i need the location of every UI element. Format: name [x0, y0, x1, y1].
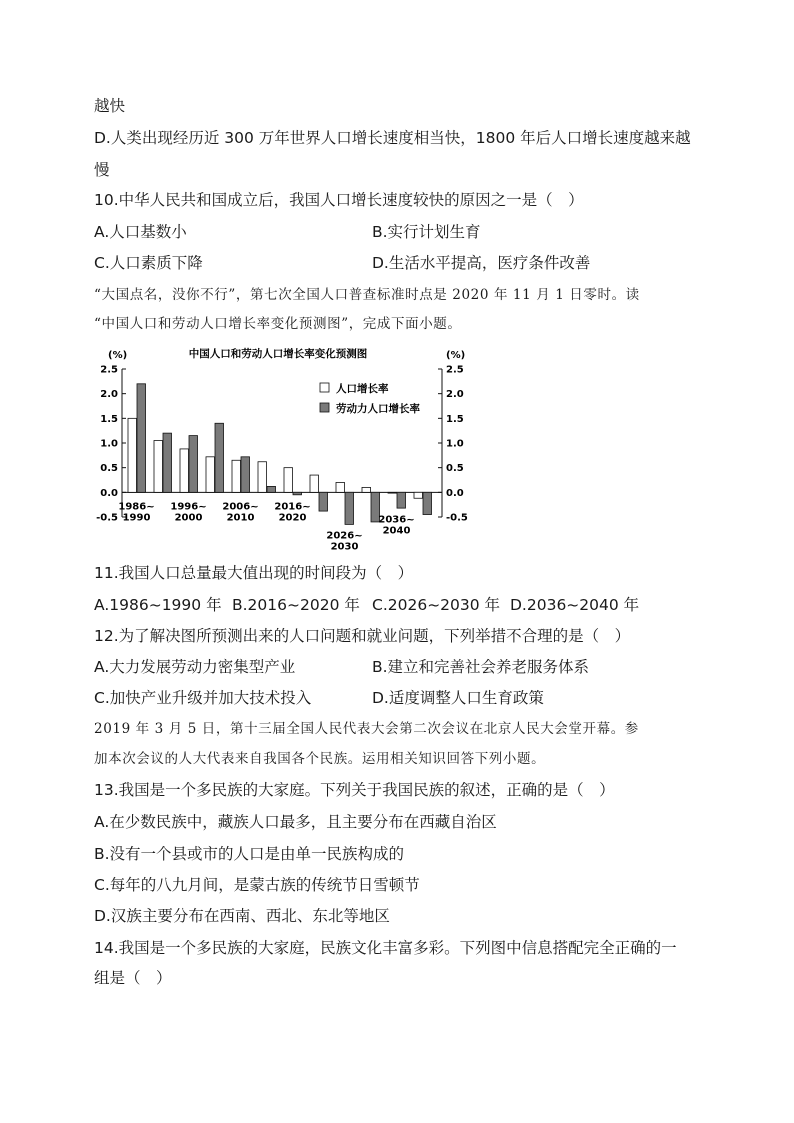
- option-b: B.建立和完善社会养老服务体系: [372, 658, 590, 676]
- legend-swatch: [320, 403, 329, 412]
- x-tick-label: 1996~: [170, 501, 207, 513]
- y-tick-label-right: 1.5: [446, 413, 464, 425]
- y-tick-label-right: -0.5: [446, 512, 468, 524]
- x-tick-label: 2040: [382, 525, 411, 537]
- y-axis-unit-right: (%): [446, 350, 466, 361]
- bar-population-growth: [336, 482, 345, 492]
- x-tick-label: 2010: [226, 512, 255, 524]
- question-13: 13.我国是一个多民族的大家庭。下列关于我国民族的叙述，正确的是（ ）: [94, 781, 615, 799]
- option-d: D.适度调整人口生育政策: [372, 689, 544, 707]
- text-line: 慢: [94, 161, 110, 179]
- passage-line: “大国点名，没你不行”，第七次全国人口普查标准时点是 2020 年 11 月 1 日零时。读: [94, 287, 640, 303]
- bar-population-growth: [388, 492, 397, 493]
- bar-population-growth: [206, 457, 215, 493]
- option-a: A.人口基数小: [94, 223, 187, 241]
- bar-population-growth: [154, 441, 163, 493]
- bar-population-growth: [310, 475, 319, 492]
- option-a: A.在少数民族中，藏族人口最多，且主要分布在西藏自治区: [94, 813, 497, 831]
- bar-labor-growth: [215, 423, 224, 492]
- question-12: 12.为了解决图所预测出来的人口问题和就业问题，下列举措不合理的是（ ）: [94, 627, 631, 645]
- x-tick-label: 2000: [174, 512, 203, 524]
- legend-swatch: [320, 383, 329, 392]
- y-tick-label-right: 2.0: [446, 389, 464, 401]
- legend-label: 人口增长率: [336, 383, 389, 395]
- y-tick-label-left: 0.5: [100, 463, 118, 475]
- y-tick-label-left: 1.5: [100, 413, 118, 425]
- bar-population-growth: [362, 487, 371, 492]
- passage-line: 加本次会议的人大代表来自我国各个民族。运用相关知识回答下列小题。: [94, 751, 546, 767]
- question-14: 14.我国是一个多民族的大家庭，民族文化丰富多彩。下列图中信息搭配完全正确的一: [94, 939, 677, 957]
- bar-population-growth: [180, 449, 189, 492]
- bar-population-growth: [232, 460, 241, 492]
- option-b: B.实行计划生育: [372, 223, 481, 241]
- text-line: 越快: [94, 97, 126, 115]
- y-tick-label-left: 0.0: [100, 487, 118, 499]
- bar-labor-growth: [137, 384, 146, 493]
- y-axis-unit-left: (%): [108, 350, 128, 361]
- question-10: 10.中华人民共和国成立后，我国人口增长速度较快的原因之一是（ ）: [94, 191, 584, 209]
- y-tick-label-right: 2.5: [446, 364, 464, 376]
- text-line: 组是（ ）: [94, 969, 172, 987]
- x-tick-label: 2030: [330, 541, 359, 553]
- y-tick-label-left: 2.5: [100, 364, 118, 376]
- passage-line: “中国人口和劳动人口增长率变化预测图”，完成下面小题。: [94, 316, 462, 332]
- bar-labor-growth: [241, 457, 250, 493]
- bar-labor-growth: [189, 436, 198, 493]
- bar-population-growth: [258, 462, 267, 493]
- bar-labor-growth: [163, 433, 172, 492]
- y-tick-label-left: 2.0: [100, 389, 118, 401]
- y-tick-label-right: 1.0: [446, 438, 464, 450]
- option-c: C.人口素质下降: [94, 254, 203, 272]
- text-line: D.人类出现经历近 300 万年世界人口增长速度相当快，1800 年后人口增长速度越来越: [94, 129, 691, 147]
- bar-labor-growth: [423, 492, 432, 514]
- x-tick-label: 2016~: [274, 501, 311, 513]
- legend-label: 劳动力人口增长率: [336, 403, 420, 415]
- x-tick-label: 2036~: [378, 514, 415, 526]
- x-tick-label: 1986~: [118, 501, 155, 513]
- x-tick-label: 2020: [278, 512, 307, 524]
- option-d: D.生活水平提高，医疗条件改善: [372, 254, 591, 272]
- option-c: C.2026~2030 年: [372, 596, 501, 614]
- bar-labor-growth: [267, 486, 276, 492]
- y-tick-label-left: -0.5: [96, 512, 118, 524]
- option-b: B.2016~2020 年: [232, 596, 360, 614]
- x-tick-label: 2006~: [222, 501, 259, 513]
- chart-svg: [94, 343, 474, 553]
- option-c: C.每年的八九月间，是蒙古族的传统节日雪顿节: [94, 876, 420, 894]
- y-tick-label-right: 0.5: [446, 463, 464, 475]
- bar-labor-growth: [397, 492, 406, 508]
- y-tick-label-right: 0.0: [446, 487, 464, 499]
- option-a: A.大力发展劳动力密集型产业: [94, 658, 296, 676]
- option-a: A.1986~1990 年: [94, 596, 222, 614]
- population-growth-chart: [94, 343, 474, 553]
- bar-labor-growth: [319, 492, 328, 511]
- bar-population-growth: [284, 468, 293, 493]
- bar-labor-growth: [293, 492, 302, 494]
- bar-labor-growth: [345, 492, 354, 524]
- x-tick-label: 1990: [122, 512, 151, 524]
- option-b: B.没有一个县或市的人口是由单一民族构成的: [94, 845, 405, 863]
- passage-line: 2019 年 3 月 5 日，第十三届全国人民代表大会第二次会议在北京人民大会堂开幕。参: [94, 721, 639, 737]
- y-tick-label-left: 1.0: [100, 438, 118, 450]
- chart-title: 中国人口和劳动人口增长率变化预测图: [188, 348, 368, 360]
- bar-population-growth: [128, 418, 137, 492]
- question-11: 11.我国人口总量最大值出现的时间段为（ ）: [94, 564, 414, 582]
- option-d: D.汉族主要分布在西南、西北、东北等地区: [94, 907, 390, 925]
- x-tick-label: 2026~: [326, 530, 363, 542]
- option-d: D.2036~2040 年: [510, 596, 640, 614]
- option-c: C.加快产业升级并加大技术投入: [94, 689, 312, 707]
- bar-population-growth: [414, 492, 423, 498]
